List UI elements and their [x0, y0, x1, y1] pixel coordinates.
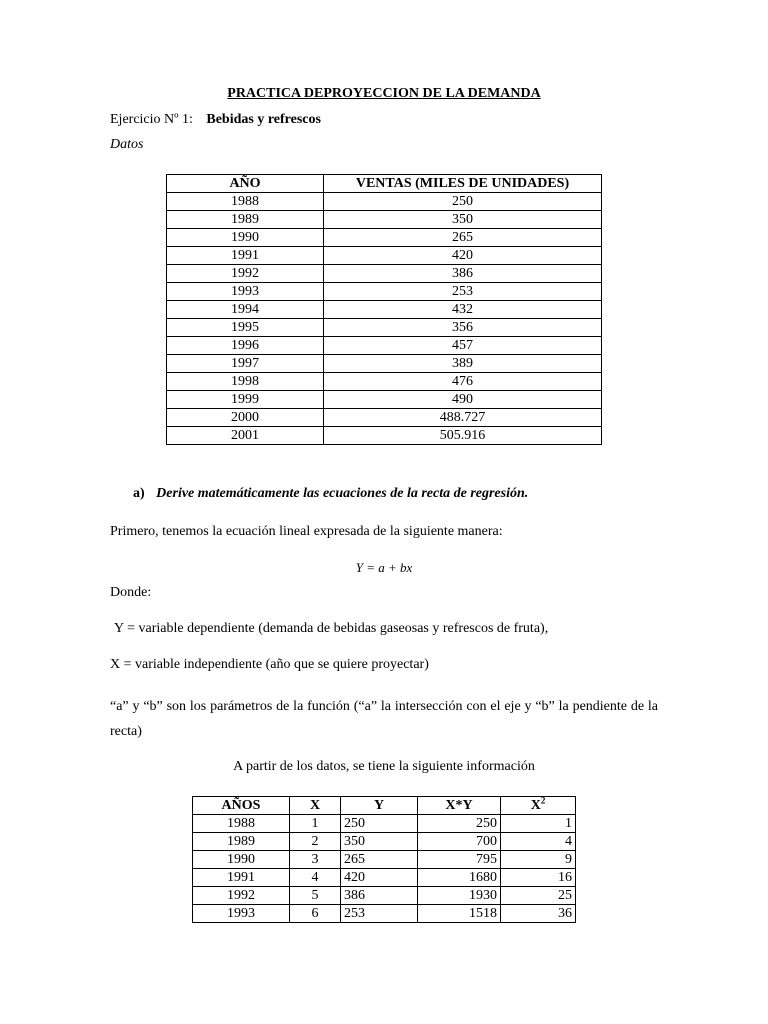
x-cell: 3: [290, 851, 341, 869]
x-squared-cell: 9: [501, 851, 576, 869]
table-row: [167, 427, 602, 445]
table-row: [167, 409, 602, 427]
table-row: [167, 337, 602, 355]
info-paragraph: A partir de los datos, se tiene la siguiente información: [233, 759, 535, 774]
years-cell: 1992: [193, 887, 290, 905]
sales-table: [166, 174, 602, 445]
x-cell: 6: [290, 905, 341, 923]
regression-equation: Y = a + bx: [355, 560, 413, 575]
x-squared-cell: 4: [501, 833, 576, 851]
years-cell: 1988: [193, 815, 290, 833]
sales-cell: 350: [324, 211, 602, 229]
x-squared-cell: 36: [501, 905, 576, 923]
year-cell: 2000: [167, 409, 324, 427]
table-row: [193, 869, 576, 887]
year-cell: 2001: [167, 427, 324, 445]
intro-paragraph: Primero, tenemos la ecuación lineal expresada de la siguiente manera:: [110, 524, 503, 539]
exercise-name: Bebidas y refrescos: [206, 112, 321, 127]
column-header-year: AÑO: [167, 175, 324, 193]
x-squared-exponent: 2: [540, 795, 546, 806]
x-definition: X = variable independiente (año que se quiere proyectar): [110, 657, 429, 672]
xy-cell: 700: [418, 833, 501, 851]
y-cell: 253: [341, 905, 418, 923]
x-squared-cell: 1: [501, 815, 576, 833]
xy-cell: 1680: [418, 869, 501, 887]
xy-cell: 795: [418, 851, 501, 869]
year-cell: 1998: [167, 373, 324, 391]
table-row: [167, 265, 602, 283]
xy-cell: 1930: [418, 887, 501, 905]
exercise-label: Ejercicio Nº 1:: [110, 112, 193, 127]
data-label: Datos: [110, 137, 144, 152]
year-cell: 1999: [167, 391, 324, 409]
sales-cell: 253: [324, 283, 602, 301]
table-header-row: [167, 175, 602, 193]
regression-table: [192, 796, 576, 923]
table-row: [167, 301, 602, 319]
sales-cell: 356: [324, 319, 602, 337]
year-cell: 1993: [167, 283, 324, 301]
x-cell: 5: [290, 887, 341, 905]
table-row: [193, 815, 576, 833]
xy-cell: 1518: [418, 905, 501, 923]
x-cell: 2: [290, 833, 341, 851]
x-cell: 4: [290, 869, 341, 887]
y-cell: 420: [341, 869, 418, 887]
table-row: [167, 283, 602, 301]
years-cell: 1993: [193, 905, 290, 923]
table-row: [167, 319, 602, 337]
year-cell: 1990: [167, 229, 324, 247]
years-cell: 1989: [193, 833, 290, 851]
column-header-x-squared: [501, 797, 576, 815]
years-cell: 1990: [193, 851, 290, 869]
x-squared-cell: 25: [501, 887, 576, 905]
year-cell: 1994: [167, 301, 324, 319]
y-cell: 350: [341, 833, 418, 851]
sales-cell: 420: [324, 247, 602, 265]
regression-table-body: [193, 815, 576, 923]
sales-cell: 386: [324, 265, 602, 283]
x-squared-cell: 16: [501, 869, 576, 887]
sales-cell: 488.727: [324, 409, 602, 427]
parameters-definition: “a” y “b” son los parámetros de la función (“a” la intersección con el eje y “b” la pendiente de la recta): [110, 699, 658, 739]
sales-cell: 476: [324, 373, 602, 391]
table-row: [167, 355, 602, 373]
table-row: [167, 193, 602, 211]
question-a-text: Derive matemáticamente las ecuaciones de la recta de regresión.: [156, 486, 529, 501]
sales-cell: 250: [324, 193, 602, 211]
sales-cell: 432: [324, 301, 602, 319]
column-header-xy: X*Y: [418, 797, 501, 815]
sales-cell: 505.916: [324, 427, 602, 445]
year-cell: 1992: [167, 265, 324, 283]
table-row: [193, 905, 576, 923]
sales-cell: 389: [324, 355, 602, 373]
x-squared-base: X: [530, 798, 541, 813]
table-row: [193, 887, 576, 905]
year-cell: 1995: [167, 319, 324, 337]
question-a: [133, 486, 528, 502]
donde-label: Donde:: [110, 585, 152, 600]
sales-cell: 457: [324, 337, 602, 355]
column-header-y: Y: [341, 797, 418, 815]
sales-cell: 265: [324, 229, 602, 247]
year-cell: 1989: [167, 211, 324, 229]
y-definition: Y = variable dependiente (demanda de bebidas gaseosas y refrescos de fruta),: [114, 621, 549, 636]
sales-table-body: [167, 193, 602, 445]
table-row: [193, 851, 576, 869]
column-header-sales: VENTAS (MILES DE UNIDADES): [324, 175, 602, 193]
column-header-years: AÑOS: [193, 797, 290, 815]
y-cell: 265: [341, 851, 418, 869]
column-header-x: X: [290, 797, 341, 815]
table-row: [167, 373, 602, 391]
table-row: [167, 211, 602, 229]
exercise-heading: [110, 112, 321, 128]
y-cell: 386: [341, 887, 418, 905]
sales-cell: 490: [324, 391, 602, 409]
table-header-row: [193, 797, 576, 815]
table-row: [167, 229, 602, 247]
document-title: PRACTICA DEPROYECCION DE LA DEMANDA: [227, 86, 541, 101]
year-cell: 1991: [167, 247, 324, 265]
year-cell: 1996: [167, 337, 324, 355]
x-cell: 1: [290, 815, 341, 833]
xy-cell: 250: [418, 815, 501, 833]
year-cell: 1997: [167, 355, 324, 373]
year-cell: 1988: [167, 193, 324, 211]
y-cell: 250: [341, 815, 418, 833]
years-cell: 1991: [193, 869, 290, 887]
table-row: [167, 247, 602, 265]
question-a-marker: a): [133, 486, 145, 501]
table-row: [167, 391, 602, 409]
table-row: [193, 833, 576, 851]
